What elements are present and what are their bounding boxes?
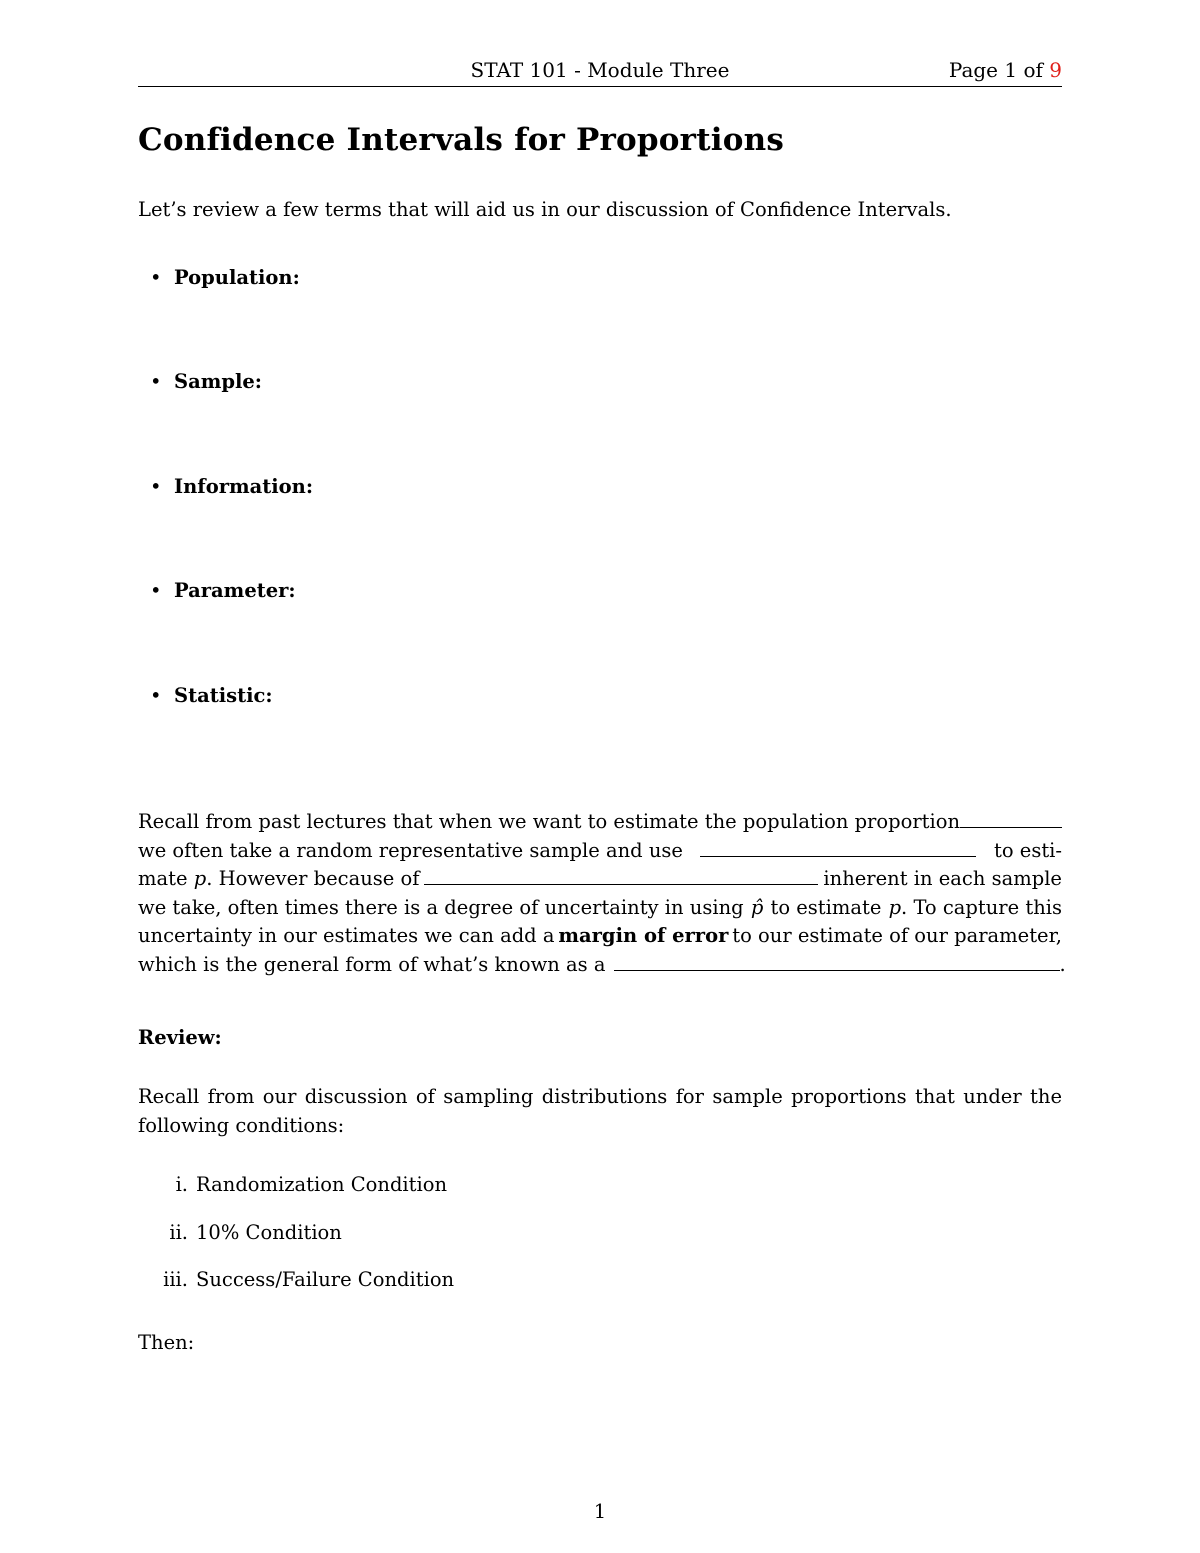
recall-text: to our estimate of our parameter,: [732, 924, 1062, 948]
fill-in-blank: [424, 866, 818, 885]
recall-text: . To capture this: [901, 895, 1062, 919]
bold-term: margin of error: [558, 924, 729, 948]
term-label: Information:: [174, 475, 314, 498]
document-page: [138, 0, 1066, 1553]
term-label: Parameter:: [174, 579, 296, 602]
bullet-icon: •: [150, 370, 162, 393]
condition-number: i.: [175, 1173, 188, 1196]
review-heading: Review:: [138, 1026, 222, 1049]
term-item: [150, 579, 296, 602]
recall-text: we often take a random representative sample and use: [138, 838, 683, 862]
recall-text: we take, often times there is a degree of uncertainty in using: [138, 895, 744, 919]
fill-in-blank: [960, 809, 1062, 828]
running-header: [138, 56, 1062, 87]
fill-in-blank: [614, 952, 1060, 971]
math-p: p: [888, 895, 902, 919]
condition-number: iii.: [163, 1268, 188, 1291]
condition-item: [169, 1221, 342, 1244]
recall-text: . However because of: [206, 867, 420, 891]
term-item: [150, 266, 300, 289]
condition-number: ii.: [169, 1221, 188, 1244]
recall-text: uncertainty in our estimates we can add a: [138, 924, 555, 948]
fill-in-blank: [700, 838, 976, 857]
term-item: [150, 475, 314, 498]
math-p: p: [193, 867, 207, 891]
header-page-number: [949, 58, 1062, 82]
recall-text: Recall from past lectures that when we want to estimate the population proportion: [138, 810, 961, 833]
recall-text: which is the general form of what’s known as a: [138, 952, 606, 976]
bullet-icon: •: [150, 579, 162, 602]
review-text: following conditions:: [138, 1113, 345, 1137]
term-label: Sample:: [174, 370, 262, 393]
recall-text: to estimate: [770, 895, 882, 919]
page-prefix: Page 1 of: [948, 58, 1050, 82]
review-text: Recall from our discussion of sampling distributions for sample proportions that under the: [138, 1085, 1062, 1108]
header-title: STAT 101 - Module Three: [470, 58, 730, 82]
bullet-icon: •: [150, 684, 162, 707]
math-p-hat: p̂: [750, 895, 764, 919]
then-label: Then:: [138, 1331, 195, 1354]
recall-paragraph: [138, 808, 1066, 980]
condition-item: [175, 1173, 448, 1196]
term-item: [150, 684, 273, 707]
term-label: Population:: [174, 266, 300, 289]
condition-text: Success/Failure Condition: [196, 1268, 455, 1291]
term-item: [150, 370, 262, 393]
section-title: Confidence Intervals for Proportions: [138, 122, 784, 158]
condition-item: [163, 1268, 455, 1291]
recall-text: mate: [138, 867, 188, 891]
condition-text: 10% Condition: [196, 1221, 342, 1244]
page-total-link[interactable]: 9: [1049, 58, 1062, 82]
intro-paragraph: Let’s review a few terms that will aid us in our discussion of Confidence Intervals.: [138, 198, 952, 221]
condition-text: Randomization Condition: [196, 1173, 448, 1196]
term-label: Statistic:: [174, 684, 273, 707]
recall-text: .: [1059, 952, 1066, 976]
footer-page-number: 1: [593, 1500, 607, 1523]
recall-text: inherent in each sample: [823, 867, 1062, 891]
bullet-icon: •: [150, 266, 162, 289]
recall-text: to esti-: [994, 838, 1062, 862]
bullet-icon: •: [150, 475, 162, 498]
review-paragraph: [138, 1083, 1062, 1140]
